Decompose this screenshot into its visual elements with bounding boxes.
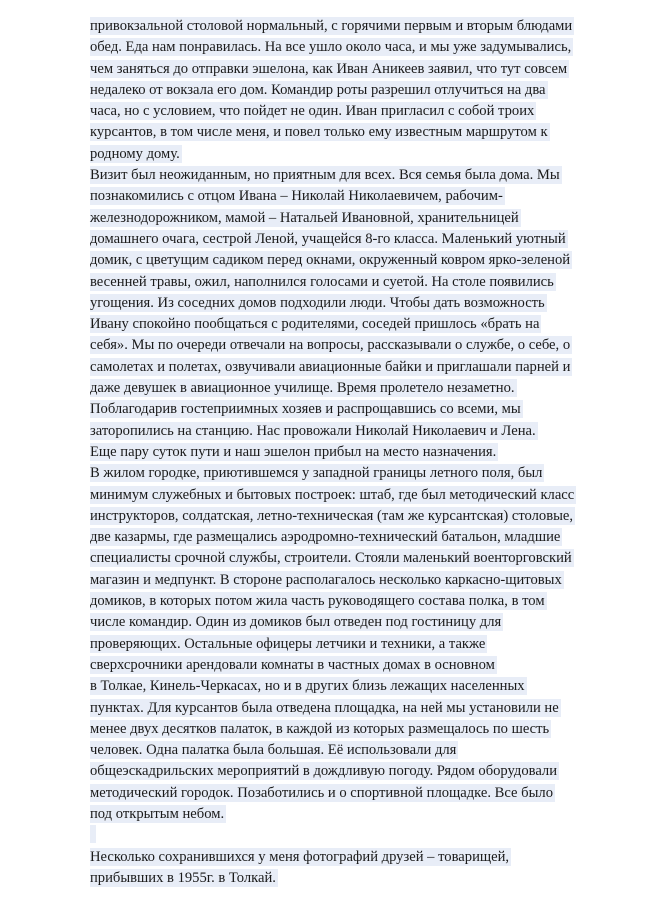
- document-text: [90, 16, 610, 889]
- text-line: методический городок. Позаботились и о спортивной площадке. Все было: [90, 784, 553, 801]
- text-line: Ивану спокойно пообщаться с родителями, соседей пришлось «брать на: [90, 316, 540, 333]
- text-line: привокзальной столовой нормальный, с горячими первым и вторым блюдами: [90, 18, 573, 34]
- empty-paragraph: [90, 825, 610, 846]
- text-line: обед. Еда нам понравилась. На все ушло около часа, и мы уже задумывались,: [90, 39, 572, 56]
- text-line: угощения. Из соседних домов подходили люди. Чтобы дать возможность: [90, 294, 545, 311]
- text-line: домиков, в которых потом жила часть руководящего состава полка, в том: [90, 593, 545, 610]
- text-line: менее двух десятков палаток, в каждой из которых размещалось по шесть: [90, 720, 550, 737]
- text-line: инструкторов, солдатская, летно-техническая (там же курсантская) столовые,: [90, 507, 574, 524]
- caption-line: прибывших в 1955г. в Толкай.: [90, 869, 276, 886]
- text-line: чем заняться до отправки эшелона, как Иван Аникеев заявил, что тут совсем: [90, 60, 568, 77]
- text-line: домик, с цветущим садиком перед окнами, окруженный ковром ярко-зеленой: [90, 252, 571, 269]
- text-line: проверяющих. Остальные офицеры летчики и техники, а также: [90, 635, 486, 652]
- text-line: домашнего очага, сестрой Леной, учащейся 8-го класса. Маленький уютный: [90, 230, 566, 247]
- text-line: родному дому.: [90, 145, 180, 162]
- caption-line: Несколько сохранившихся у меня фотографий друзей – товарищей,: [90, 848, 510, 865]
- text-line: курсантов, в том числе меня, и повел только ему известным маршрутом к: [90, 124, 548, 141]
- text-line: железнодорожником, мамой – Натальей Ивановной, хранительницей: [90, 209, 519, 226]
- text-line: общеэскадрильских мероприятий в дождливую погоду. Рядом оборудовали: [90, 763, 558, 780]
- text-line: познакомились с отцом Ивана – Николай Николаевичем, рабочим-: [90, 188, 503, 205]
- text-line: Еще пару суток пути и наш эшелон прибыл на место назначения.: [90, 443, 497, 460]
- text-line: две казармы, где размещались аэродромно-технический батальон, младшие: [90, 529, 561, 546]
- text-line: минимум служебных и бытовых построек: штаб, где был методический класс: [90, 486, 575, 503]
- text-line: недалеко от вокзала его дом. Командир роты разрешил отлучиться на два: [90, 81, 546, 98]
- text-line: Поблагодарив гостеприимных хозяев и распрощавшись со всеми, мы: [90, 401, 521, 418]
- text-line: В жилом городке, приютившемся у западной границы летного поля, был: [90, 465, 543, 482]
- text-line: пунктах. Для курсантов была отведена площадка, на ней мы установили не: [90, 699, 559, 716]
- text-line: заторопились на станцию. Нас провожали Николай Николаевич и Лена.: [90, 422, 536, 439]
- empty-paragraph-mark: [90, 825, 96, 843]
- text-line: человек. Одна палатка была большая. Её использовали для: [90, 742, 457, 759]
- text-line: весенней травы, ожил, наполнился голосами и суетой. На столе появились: [90, 273, 554, 290]
- text-line: самолетах и полетах, озвучивали авиационные байки и приглашали парней и: [90, 358, 571, 375]
- text-line: магазин и медпункт. В стороне располагалось несколько каркасно-щитовых: [90, 571, 562, 588]
- text-line: даже девушек в авиационное училище. Время пролетело незаметно.: [90, 380, 515, 397]
- text-line: специалисты срочной службы, строители. Стояли маленький военторговский: [90, 550, 572, 567]
- text-line: в Толкае, Кинель-Черкасах, но и в других близь лежащих населенных: [90, 678, 525, 695]
- text-line: числе командир. Один из домиков был отведен под гостиницу для: [90, 614, 502, 631]
- text-line: Визит был неожиданным, но приятным для всех. Вся семья была дома. Мы: [90, 167, 560, 184]
- text-line: сверхсрочники арендовали комнаты в частных домах в основном: [90, 656, 495, 673]
- text-line: часа, но с условием, что пойдет не один. Иван пригласил с собой троих: [90, 103, 535, 120]
- text-line: под открытым небом.: [90, 805, 225, 822]
- text-line: себя». Мы по очереди отвечали на вопросы, рассказывали о службе, о себе, о: [90, 337, 571, 354]
